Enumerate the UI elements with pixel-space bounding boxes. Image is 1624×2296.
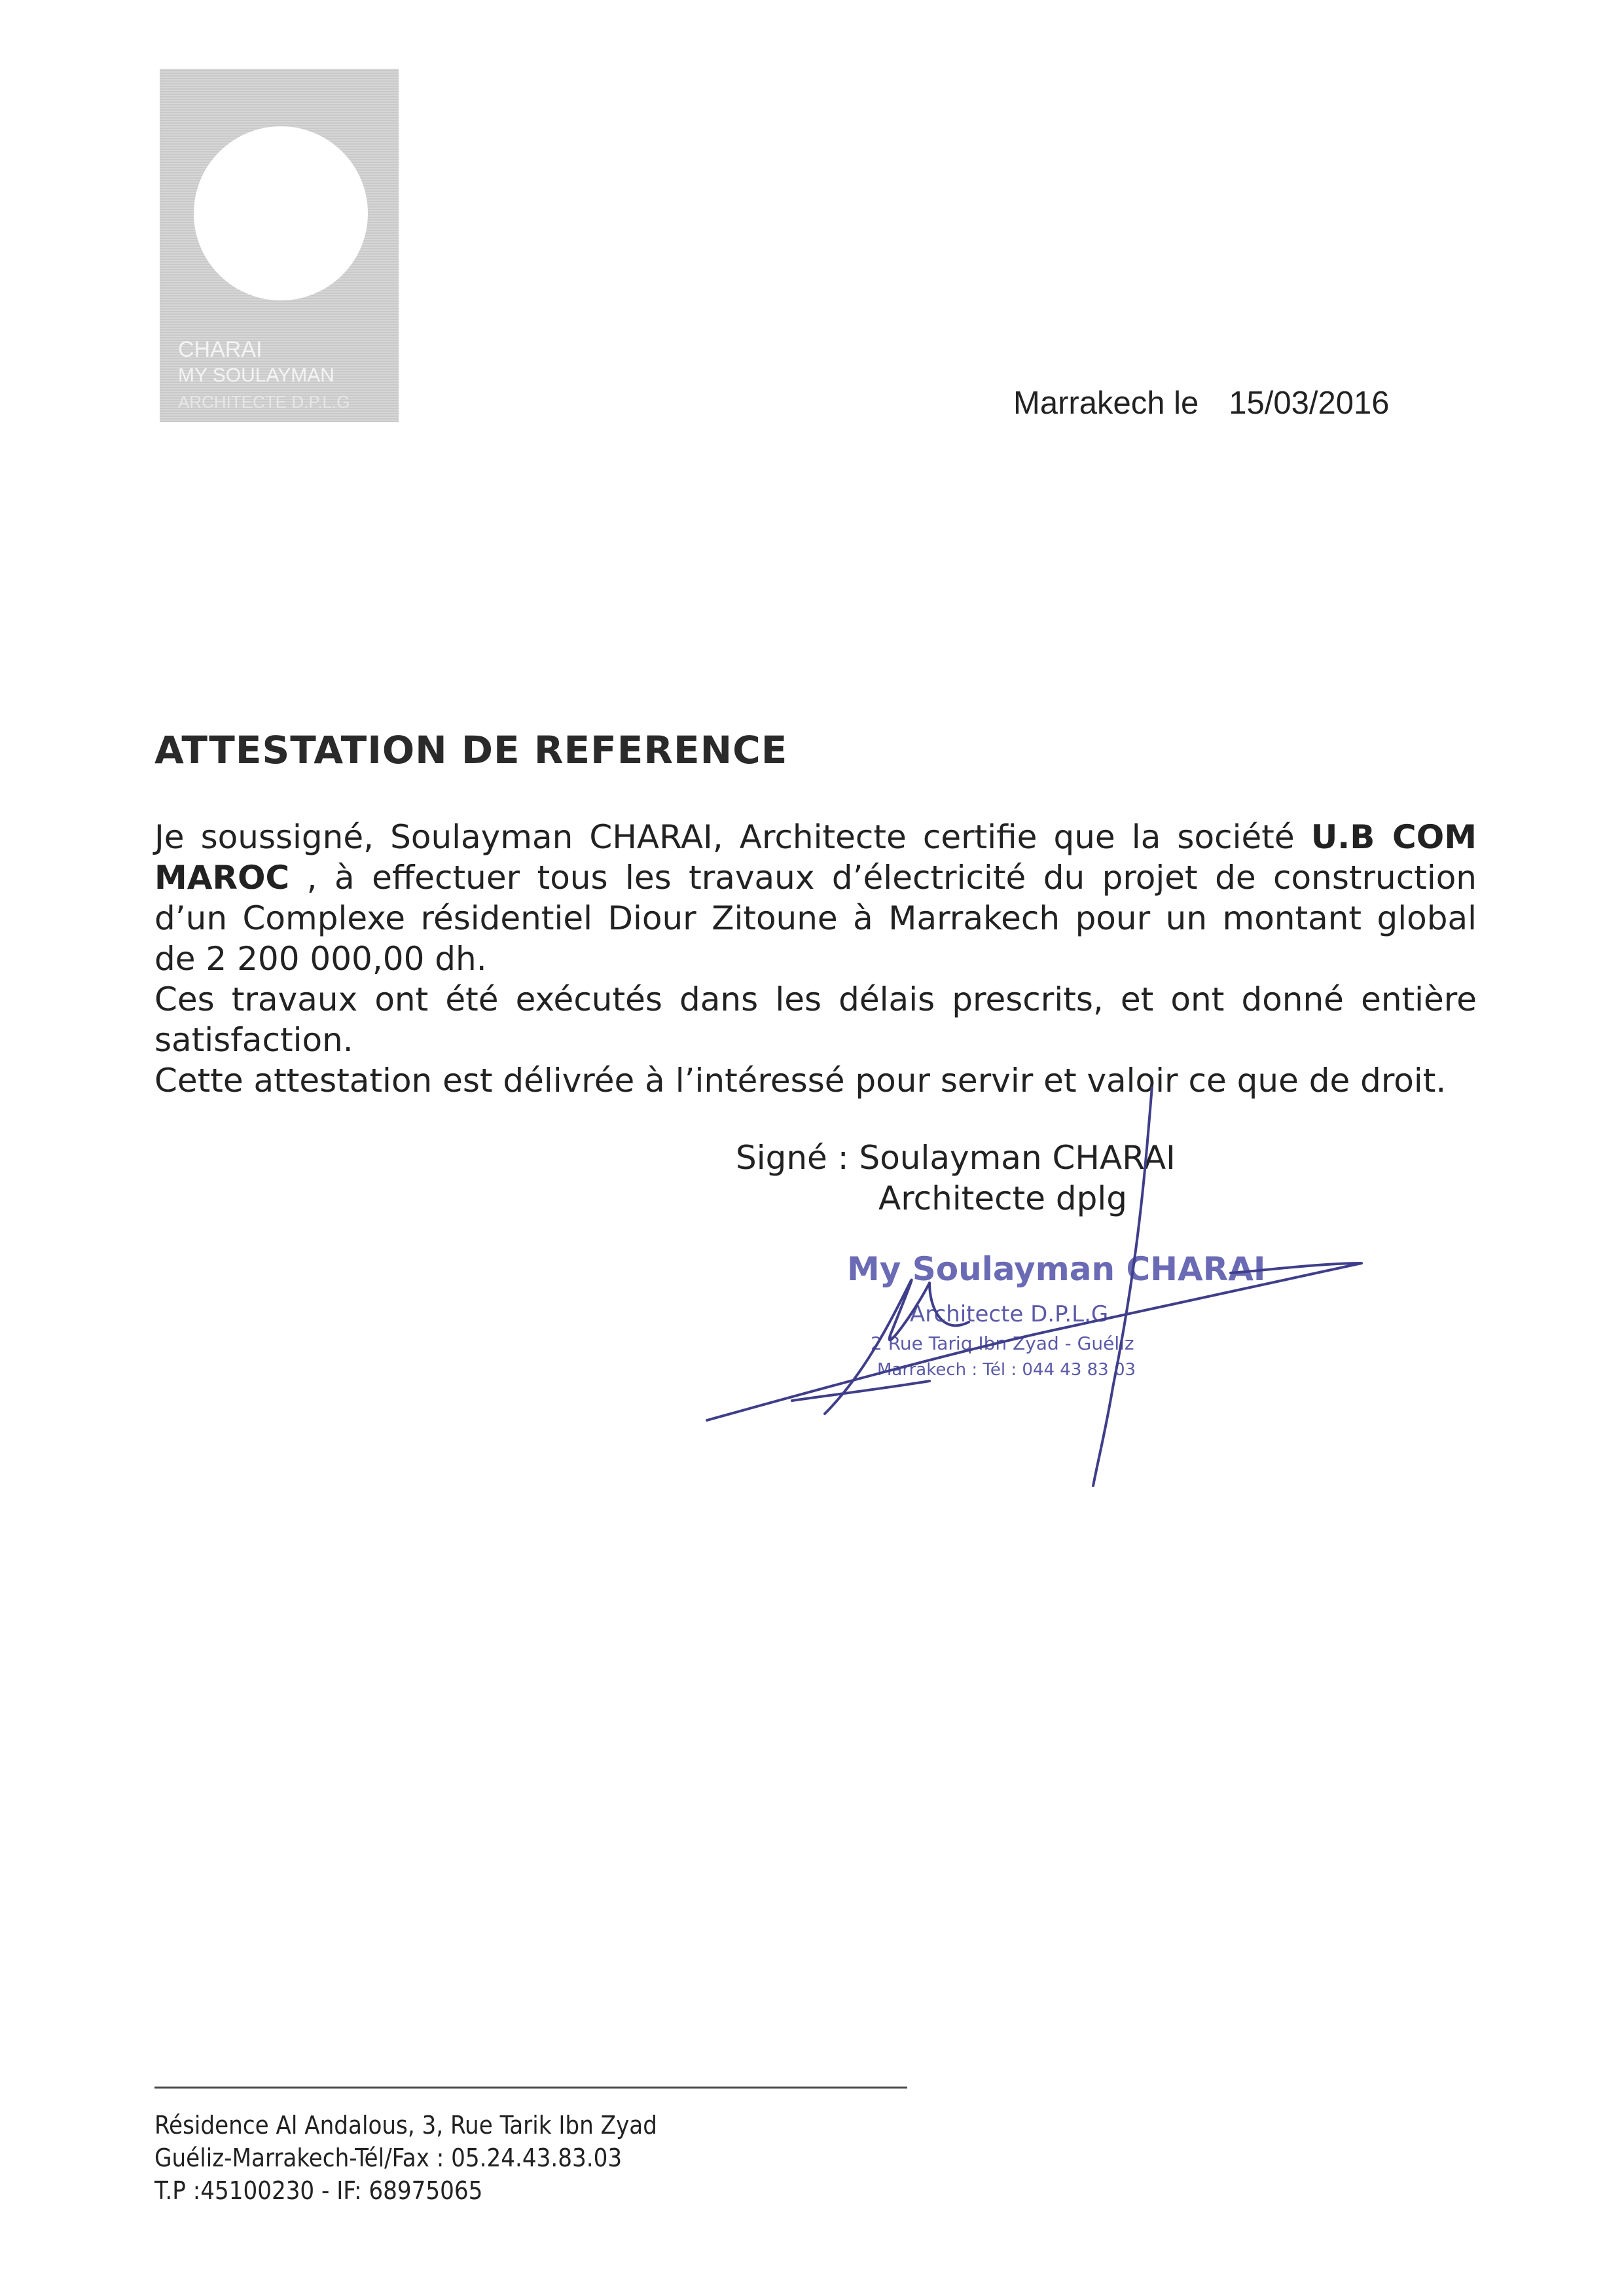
date-value: 15/03/2016 <box>1229 386 1390 421</box>
footer-line: Résidence Al Andalous, 3, Rue Tarik Ibn Zyad <box>154 2111 657 2140</box>
body-text-segment: Je soussigné, Soulayman CHARAI, Architecte certifie que la société <box>154 818 1295 856</box>
logo-text-line: ARCHITECTE D.P.L.G <box>178 392 350 412</box>
company-name-part: MAROC <box>154 859 290 897</box>
place-and-date <box>1013 385 1389 422</box>
logo-circle-emblem <box>194 126 368 300</box>
stamp-title: Architecte D.P.L.G <box>910 1301 1109 1327</box>
footer-address <box>154 2109 657 2207</box>
body-line: satisfaction. <box>154 1021 353 1059</box>
stamp-phone: Marrakech : Tél : 044 43 83 03 <box>877 1360 1136 1380</box>
architect-logo <box>160 69 399 422</box>
body-line: d’un Complexe résidentiel Diour Zitoune à Marrakech pour un montant global <box>154 899 1477 937</box>
footer-divider <box>154 2087 907 2089</box>
body-line <box>154 857 1477 898</box>
signer-role: Architecte dplg <box>878 1179 1127 1217</box>
body-text-segment: , à effectuer tous les travaux d’électricité du projet de construction <box>306 859 1477 897</box>
footer-line: T.P :45100230 - IF: 68975065 <box>154 2176 483 2205</box>
company-name-part: U.B COM <box>1310 818 1477 856</box>
body-line <box>154 817 1477 857</box>
footer-line: Guéliz-Marrakech-Tél/Fax : 05.24.43.83.03 <box>154 2144 623 2172</box>
attestation-body <box>154 817 1477 1101</box>
logo-text-line: CHARAI <box>178 337 262 362</box>
signed-by-line: Signé : Soulayman CHARAI <box>736 1139 1176 1177</box>
date-le: le <box>1174 386 1199 421</box>
architect-stamp <box>844 1250 1266 1394</box>
body-line: de 2 200 000,00 dh. <box>154 940 487 978</box>
document-title: ATTESTATION DE REFERENCE <box>154 728 788 772</box>
stamp-name: My Soulayman CHARAI <box>847 1250 1266 1288</box>
logo-text-line: MY SOULAYMAN <box>178 365 334 386</box>
body-line: Cette attestation est délivrée à l’intéressé pour servir et valoir ce que de droit. <box>154 1062 1447 1100</box>
body-line: Ces travaux ont été exécutés dans les délais prescrits, et ont donné entière <box>154 980 1477 1018</box>
stamp-address: 2 Rue Tariq Ibn Zyad - Guéliz <box>871 1333 1134 1354</box>
date-place: Marrakech <box>1013 386 1165 421</box>
